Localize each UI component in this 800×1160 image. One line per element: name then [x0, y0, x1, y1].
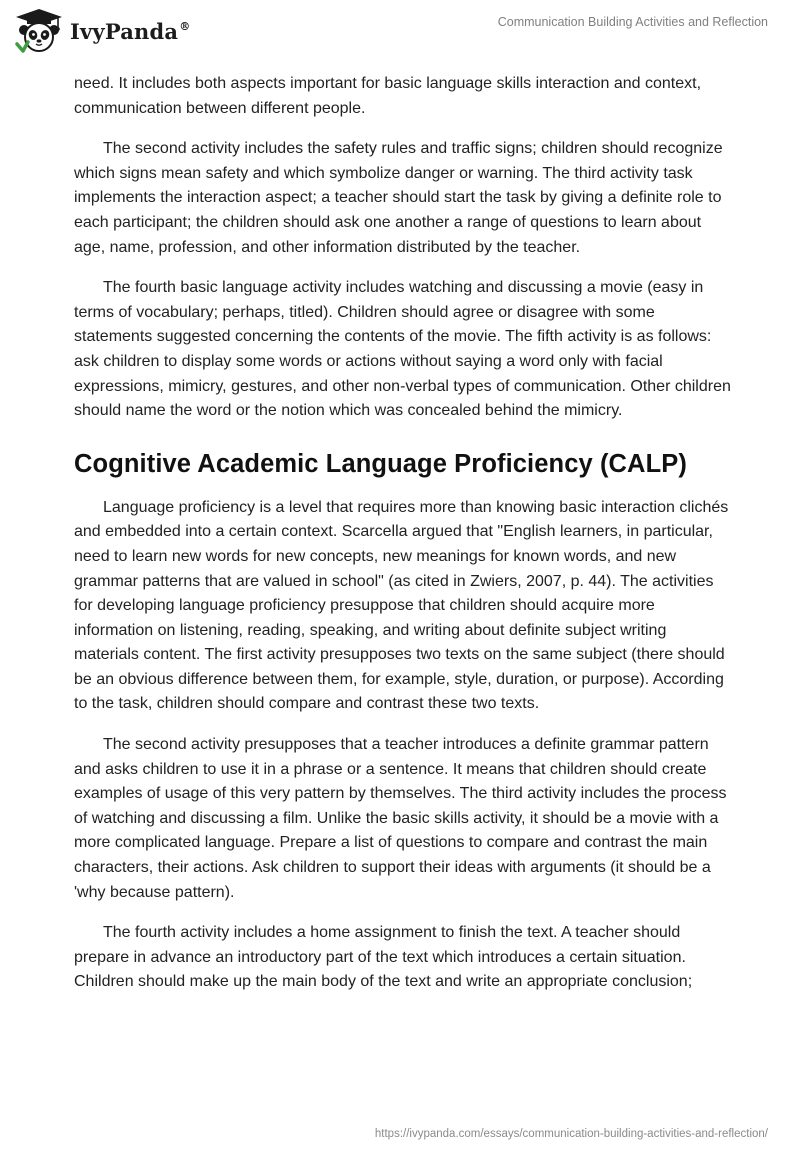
paragraph: The second activity includes the safety rules and traffic signs; children should recognize which signs mean safety and which symbolize danger or warning. The third activity task implements the interaction aspect; a teacher should start the task by giving a definite role to each participant; the children should ask one another a range of questions to learn about age, name, profession, and other information distributed by the teacher. — [74, 140, 723, 256]
paragraph: need. It includes both aspects important for basic language skills interaction and context, communication between different people. — [74, 75, 702, 117]
section-heading: Cognitive Academic Language Proficiency (CALP) — [74, 449, 687, 478]
panda-logo-icon — [14, 8, 64, 54]
essay-body — [74, 72, 734, 1011]
paragraph: The second activity presupposes that a teacher introduces a definite grammar pattern and asks children to use it in a phrase or a sentence. It means that children should create examples of usage of this very pattern by themselves. The third activity includes the process of watching and discussing a film. Unlike the basic skills activity, it should be a movie with a more complicated language. Prepare a list of questions to compare and contrast the main characters, their actions. Ask children to support their ideas with arguments (it should be a 'why because pattern). — [74, 736, 727, 901]
document-title: Communication Building Activities and Reflection — [497, 15, 768, 29]
page-header — [0, 0, 800, 62]
ivypanda-logo[interactable] — [14, 8, 190, 54]
paragraph: Language proficiency is a level that requires more than knowing basic interaction clichés and embedded into a certain context. Scarcella argued that "English learners, in particular, need to learn new words for new concepts, new meanings for known words, and new grammar patterns that are valued in school" (as cited in Zwiers, 2007, p. 44). The activities for developing language proficiency presuppose that children should acquire more information on listening, reading, speaking, and writing about definite subject writing materials content. The first activity presupposes two texts on the same subject (there should be an obvious difference between them, for example, style, duration, or purpose). According to the task, children should compare and contrast these two texts. — [74, 498, 729, 713]
brand-name: IvyPanda® — [70, 18, 191, 44]
paragraph: The fourth activity includes a home assignment to finish the text. A teacher should prepare in advance an introductory part of the text which introduces a certain situation. Children should make up the main body of the text and write an appropriate conclusion; — [74, 924, 693, 991]
source-url[interactable]: https://ivypanda.com/essays/communication-building-activities-and-reflection/ — [374, 1128, 768, 1140]
paragraph: The fourth basic language activity includes watching and discussing a movie (easy in terms of vocabulary; perhaps, titled). Children should agree or disagree with some statements suggested concerning the contents of the movie. The fifth activity is as follows: ask children to display some words or actions without saying a word only with facial expressions, mimicry, gestures, and other non-verbal types of communication. Other children should name the word or the notion which was concealed behind the mimicry. — [74, 279, 731, 420]
